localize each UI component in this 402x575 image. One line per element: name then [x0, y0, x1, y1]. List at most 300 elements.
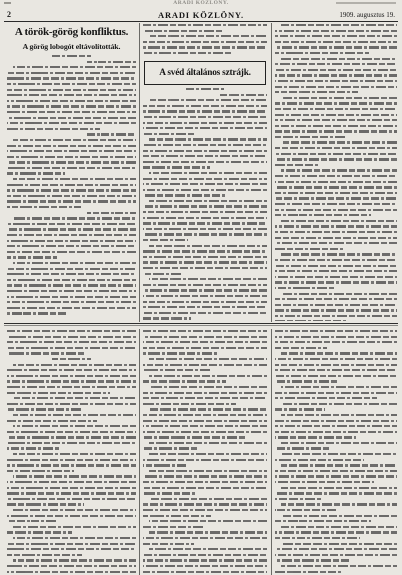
text-line — [143, 116, 267, 118]
text-line — [143, 127, 267, 129]
text-line — [281, 403, 397, 405]
text-line — [7, 464, 136, 466]
strip-title: ARADI KÖZLÖNY. — [173, 0, 229, 6]
text-line-dateline — [87, 212, 136, 214]
text-line — [149, 442, 267, 444]
text-line — [275, 102, 397, 104]
text-line-centered — [52, 55, 91, 57]
text-line — [281, 352, 397, 354]
text-line — [7, 375, 136, 377]
text-line — [275, 270, 397, 272]
text-line — [7, 503, 84, 505]
text-line — [275, 259, 397, 261]
text-line — [7, 268, 136, 270]
text-line — [275, 242, 397, 244]
text-line — [7, 336, 136, 338]
text-line — [7, 100, 136, 102]
text-line — [149, 470, 267, 472]
text-line — [275, 225, 397, 227]
text-line — [13, 217, 136, 219]
text-line — [143, 543, 194, 545]
text-line — [7, 554, 82, 556]
text-line — [275, 548, 397, 550]
text-line — [7, 122, 136, 124]
text-line — [143, 414, 267, 416]
text-line — [7, 307, 136, 309]
text-line — [275, 119, 397, 121]
column-rule — [139, 23, 140, 322]
text-line — [275, 265, 397, 267]
text-line — [143, 178, 267, 180]
text-line — [7, 145, 136, 147]
text-line — [143, 481, 267, 483]
text-line — [143, 306, 267, 308]
text-line — [143, 509, 267, 511]
text-line — [275, 192, 397, 194]
text-line — [143, 312, 267, 314]
text-line — [7, 470, 74, 472]
text-line — [275, 125, 397, 127]
article-body-column-2 — [143, 88, 267, 321]
text-line — [7, 442, 136, 444]
text-line — [275, 276, 397, 278]
text-line — [149, 358, 267, 360]
text-line — [275, 209, 397, 211]
text-line — [143, 284, 267, 286]
text-line — [143, 144, 267, 146]
text-line — [7, 571, 136, 573]
text-line — [149, 453, 267, 455]
text-line-dateline — [87, 61, 136, 63]
text-line — [275, 114, 397, 116]
text-line — [143, 217, 267, 219]
text-line — [7, 111, 136, 113]
strip-mark-right — [336, 2, 396, 4]
text-line — [275, 69, 397, 71]
text-line — [13, 262, 136, 264]
text-line — [7, 284, 136, 286]
text-line — [143, 228, 267, 230]
text-line — [275, 554, 397, 556]
text-line — [13, 425, 136, 427]
text-line — [275, 46, 397, 48]
page-header — [4, 9, 398, 22]
text-line — [275, 147, 397, 149]
text-line — [281, 97, 397, 99]
text-line — [143, 487, 267, 489]
text-line — [275, 341, 397, 343]
text-line — [143, 537, 267, 539]
text-line — [7, 531, 72, 533]
text-line — [7, 172, 65, 174]
text-line — [275, 436, 356, 438]
section-separator-secondary — [4, 325, 398, 326]
text-line — [275, 375, 397, 377]
text-line — [143, 464, 186, 466]
text-line — [275, 136, 347, 138]
text-line — [275, 203, 397, 205]
text-line — [275, 330, 397, 332]
text-line — [7, 408, 82, 410]
text-line-dateline — [220, 94, 267, 96]
text-line — [7, 105, 136, 107]
text-line — [275, 108, 397, 110]
text-line — [275, 475, 397, 477]
text-line — [7, 386, 136, 388]
text-line — [143, 183, 267, 185]
text-line — [275, 447, 329, 449]
issue-date: 1909. augusztus 19. — [339, 11, 395, 19]
text-line — [7, 330, 136, 332]
text-line — [275, 80, 397, 82]
text-line — [143, 41, 267, 43]
text-line-centered — [186, 88, 223, 90]
text-line — [13, 509, 136, 511]
text-line — [143, 30, 222, 32]
text-line — [7, 431, 136, 433]
section-separator — [4, 323, 398, 324]
text-line — [143, 369, 211, 371]
text-line — [7, 206, 81, 208]
text-line — [7, 352, 84, 354]
text-line — [281, 253, 397, 255]
feuilleton-column-1 — [7, 330, 136, 575]
text-line — [281, 453, 397, 455]
text-line — [275, 408, 325, 410]
text-line — [13, 66, 136, 68]
text-line — [7, 251, 136, 253]
text-line — [7, 167, 136, 169]
text-line — [275, 298, 397, 300]
text-line — [281, 464, 397, 466]
text-line — [13, 537, 136, 539]
text-line — [281, 293, 397, 295]
text-line — [143, 317, 191, 319]
text-line — [275, 153, 397, 155]
text-line — [149, 408, 267, 410]
text-line — [7, 256, 57, 258]
text-line — [143, 46, 267, 48]
text-line — [281, 58, 397, 60]
text-line — [7, 403, 136, 405]
text-line — [143, 425, 267, 427]
text-line — [281, 515, 397, 517]
text-line — [281, 24, 397, 26]
text-line — [143, 295, 267, 297]
text-line — [7, 520, 56, 522]
text-line — [275, 320, 348, 321]
text-line — [13, 559, 136, 561]
text-line — [143, 559, 267, 561]
text-line — [7, 481, 136, 483]
text-line — [7, 312, 68, 314]
text-line — [143, 105, 267, 107]
text-line — [7, 498, 136, 500]
text-line — [7, 150, 136, 152]
text-line — [7, 117, 136, 119]
text-line — [275, 392, 397, 394]
text-line — [275, 509, 336, 511]
text-line — [281, 442, 397, 444]
text-line — [275, 158, 397, 160]
text-line — [275, 164, 320, 166]
text-line — [275, 52, 369, 54]
column-rule — [271, 329, 272, 575]
text-line — [275, 237, 397, 239]
text-line — [275, 86, 397, 88]
text-line — [275, 315, 397, 317]
text-line — [7, 223, 136, 225]
text-line — [7, 189, 136, 191]
text-line — [275, 380, 337, 382]
text-line — [143, 110, 267, 112]
text-line — [143, 273, 181, 275]
text-line — [13, 453, 136, 455]
text-line — [7, 240, 136, 242]
text-line — [143, 24, 267, 26]
text-line — [143, 565, 267, 567]
text-line — [7, 89, 136, 91]
masthead: ARADI KÖZLÖNY. — [158, 10, 244, 20]
text-line — [7, 543, 136, 545]
text-line — [143, 256, 267, 258]
text-line — [281, 220, 397, 222]
text-line — [143, 392, 267, 394]
text-line — [143, 475, 267, 477]
text-line — [13, 397, 136, 399]
text-line — [143, 420, 267, 422]
text-line — [275, 559, 349, 561]
column-rule — [139, 329, 140, 575]
text-line — [143, 526, 205, 528]
text-line — [143, 571, 267, 573]
text-line — [7, 380, 136, 382]
text-line — [7, 341, 136, 343]
text-line — [143, 194, 225, 196]
text-line — [7, 487, 136, 489]
article-headline-swedish-strike — [144, 61, 266, 85]
text-line — [281, 565, 397, 567]
text-line — [7, 548, 136, 550]
feuilleton-column-3 — [275, 330, 397, 575]
article-headline-swedish-strike-text: A svéd általános sztrájk. — [159, 68, 251, 78]
text-line — [143, 341, 267, 343]
text-line — [275, 91, 358, 93]
text-line — [7, 492, 136, 494]
text-line — [275, 231, 397, 233]
text-line — [275, 35, 397, 37]
text-line — [143, 250, 267, 252]
text-line — [7, 447, 59, 449]
text-line — [7, 290, 136, 292]
column-rule — [271, 23, 272, 322]
text-line — [281, 526, 397, 528]
text-line — [7, 128, 100, 130]
text-line — [7, 515, 136, 517]
text-line — [275, 287, 334, 289]
text-line — [143, 459, 267, 461]
text-line — [143, 330, 267, 332]
text-line — [143, 554, 267, 556]
text-line — [275, 470, 397, 472]
article-body-column-2-top — [143, 24, 267, 59]
text-line — [143, 155, 267, 157]
text-line — [143, 503, 267, 505]
text-line — [149, 99, 267, 101]
text-line — [143, 397, 267, 399]
text-line — [13, 178, 136, 180]
text-line — [7, 83, 136, 85]
text-line — [281, 414, 397, 416]
text-line — [143, 352, 217, 354]
text-line — [149, 138, 267, 140]
text-line — [143, 161, 267, 163]
page-number: 2 — [7, 10, 11, 19]
text-line — [143, 431, 267, 433]
text-line — [275, 63, 397, 65]
text-line — [275, 397, 377, 399]
text-line — [7, 436, 136, 438]
text-line — [7, 161, 136, 163]
text-line — [143, 166, 210, 168]
text-line — [143, 515, 211, 517]
text-line — [143, 222, 267, 224]
text-line — [275, 41, 397, 43]
text-line — [7, 200, 136, 202]
text-line — [149, 520, 267, 522]
text-line — [143, 267, 267, 269]
text-line — [275, 537, 360, 539]
article-headline-turkish-greek-conflict: A török-görög konfliktus. — [14, 26, 129, 38]
text-line — [7, 420, 97, 422]
text-line — [7, 245, 136, 247]
text-line-dateline — [87, 133, 136, 135]
text-line — [143, 261, 267, 263]
text-line — [143, 492, 196, 494]
text-line — [7, 94, 136, 96]
text-line — [149, 548, 267, 550]
text-line — [149, 375, 267, 377]
text-line — [275, 420, 397, 422]
text-line — [275, 175, 397, 177]
text-line — [275, 181, 397, 183]
text-line — [275, 358, 397, 360]
text-line — [7, 369, 136, 371]
article-subheadline-greek-flag: A görög lobogót eltávolították. — [22, 42, 121, 51]
text-line — [143, 150, 267, 152]
text-line — [143, 239, 188, 241]
text-line — [143, 233, 267, 235]
text-line — [7, 184, 136, 186]
text-line — [275, 281, 397, 283]
text-line — [7, 77, 136, 79]
text-line — [143, 347, 267, 349]
text-line — [275, 492, 397, 494]
text-line — [143, 52, 232, 54]
text-line — [7, 347, 136, 349]
text-line — [275, 431, 397, 433]
text-line — [7, 301, 136, 303]
text-line — [275, 30, 397, 32]
text-line — [13, 364, 136, 366]
text-line — [281, 141, 397, 143]
article-body-column-3 — [275, 24, 397, 321]
text-line — [281, 503, 397, 505]
text-line — [275, 364, 397, 366]
text-line — [275, 531, 397, 533]
text-line — [143, 122, 267, 124]
text-line — [275, 197, 397, 199]
text-line — [143, 380, 226, 382]
text-line — [7, 273, 136, 275]
text-line — [275, 459, 364, 461]
text-line — [149, 200, 267, 202]
text-line — [7, 156, 136, 158]
text-line — [143, 211, 267, 213]
text-line — [7, 565, 136, 567]
text-line — [275, 425, 397, 427]
text-line — [13, 526, 136, 528]
text-line — [149, 498, 267, 500]
text-line — [275, 74, 397, 76]
text-line — [149, 35, 267, 37]
text-line — [13, 139, 136, 141]
text-line — [275, 304, 397, 306]
text-line — [275, 520, 371, 522]
text-line — [143, 436, 246, 438]
text-line — [275, 186, 397, 188]
text-line — [275, 347, 327, 349]
text-line — [149, 278, 267, 280]
text-line — [7, 72, 136, 74]
text-line — [13, 475, 136, 477]
text-line — [149, 172, 267, 174]
text-line — [7, 392, 110, 394]
text-line — [143, 189, 267, 191]
text-line — [143, 301, 267, 303]
text-line — [13, 414, 136, 416]
text-line — [143, 289, 267, 291]
text-line — [275, 248, 345, 250]
text-line — [275, 309, 397, 311]
text-line — [281, 386, 397, 388]
text-line — [7, 296, 136, 298]
text-line — [143, 336, 267, 338]
text-line — [275, 481, 374, 483]
text-line — [7, 234, 136, 236]
text-line — [275, 214, 371, 216]
text-line — [7, 279, 136, 281]
text-line — [275, 369, 397, 371]
text-line — [7, 195, 136, 197]
text-line — [143, 403, 236, 405]
text-line — [281, 487, 397, 489]
text-line — [275, 571, 343, 573]
text-line-centered — [52, 358, 91, 360]
text-line — [275, 498, 321, 500]
text-line — [143, 364, 267, 366]
text-line — [149, 386, 267, 388]
text-line — [275, 130, 397, 132]
previous-page-strip — [0, 0, 402, 8]
article-body-column-1 — [7, 55, 136, 321]
text-line — [143, 133, 195, 135]
text-line — [281, 169, 397, 171]
text-line — [143, 447, 198, 449]
text-line — [281, 543, 397, 545]
text-line — [143, 205, 267, 207]
text-line — [149, 531, 267, 533]
